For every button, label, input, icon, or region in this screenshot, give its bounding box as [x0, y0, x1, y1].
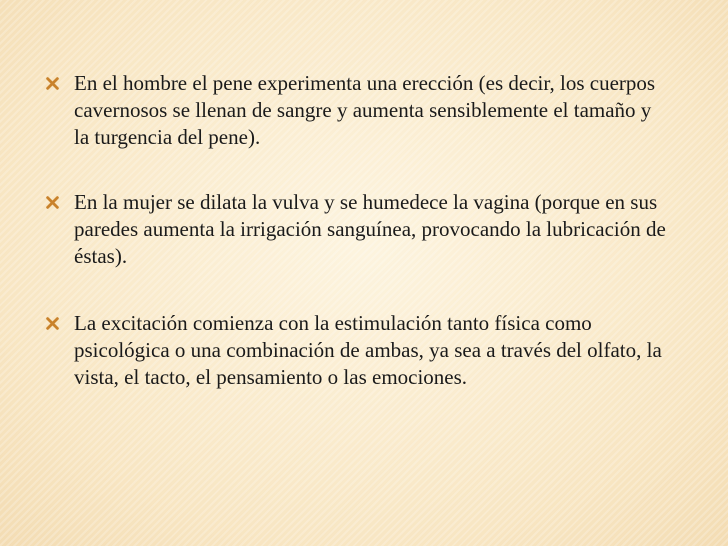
bullet-list [46, 70, 666, 429]
bullet-text: La excitación comienza con la estimulación tanto física como psicológica o una combinación de ambas, ya sea a través del olfato, la vista, el tacto, el pensamiento o las emociones. [74, 311, 662, 389]
x-mark-icon [46, 196, 59, 209]
list-item [46, 189, 666, 270]
x-mark-icon [46, 77, 59, 90]
list-item [46, 70, 666, 151]
list-item [46, 310, 666, 391]
x-mark-icon [46, 317, 59, 330]
bullet-text: En el hombre el pene experimenta una erección (es decir, los cuerpos cavernosos se llenan de sangre y aumenta sensiblemente el tamaño y la turgencia del pene). [74, 71, 656, 149]
bullet-text: En la mujer se dilata la vulva y se humedece la vagina (porque en sus paredes aumenta la irrigación sanguínea, provocando la lubricación de éstas). [74, 190, 666, 268]
